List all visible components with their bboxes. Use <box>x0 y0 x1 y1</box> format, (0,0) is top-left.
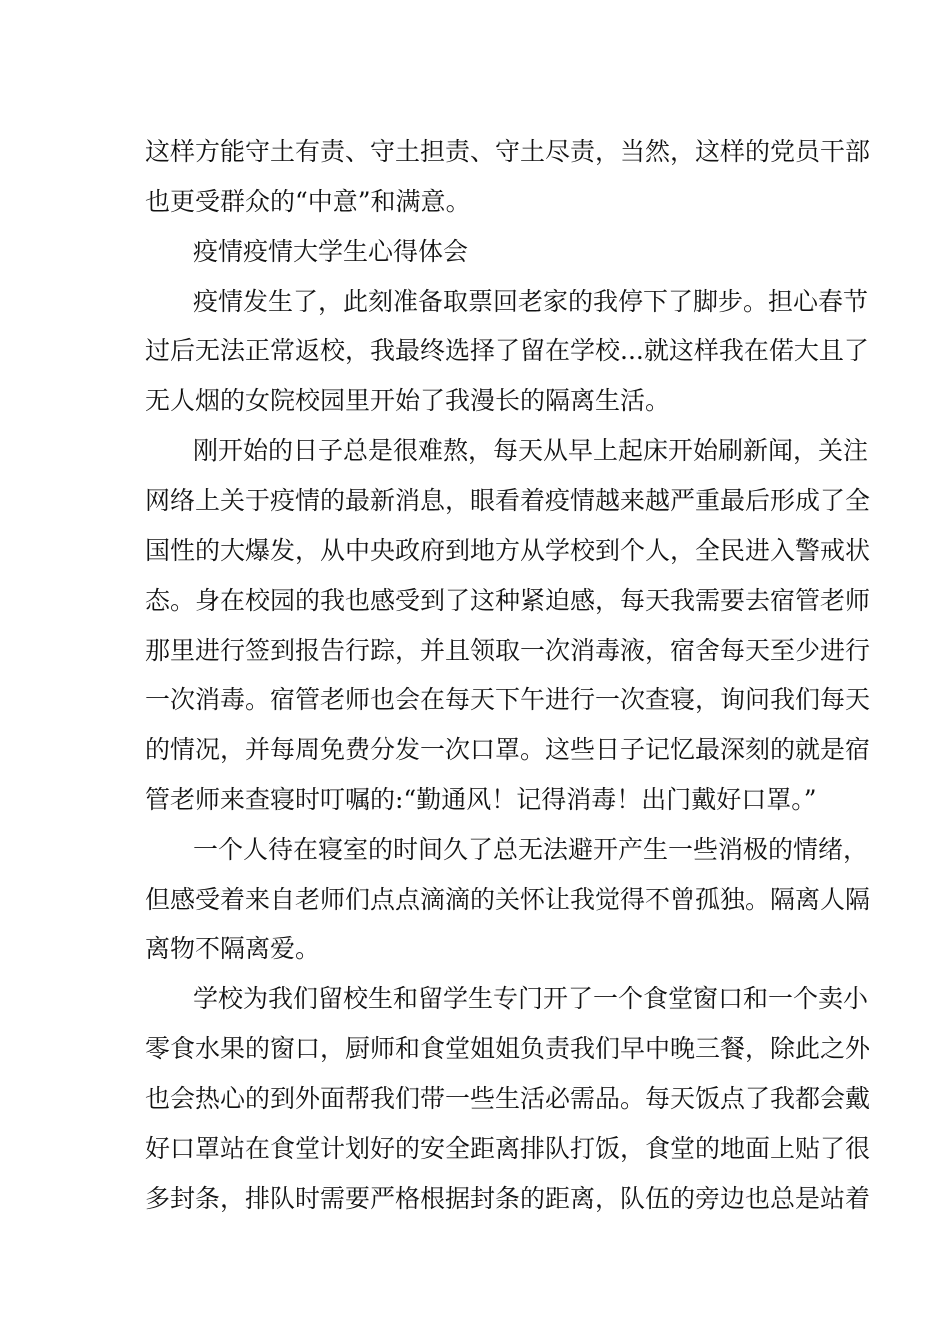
text-line: 管老师来查寝时叮嘱的:“勤通风！记得消毒！出门戴好口罩。” <box>145 785 817 814</box>
text-line: 过后无法正常返校，我最终选择了留在学校...就这样我在偌大且了 <box>145 336 869 365</box>
section-heading: 疫情疫情大学生心得体会 <box>193 237 469 266</box>
text-line: 网络上关于疫情的最新消息，眼看着疫情越来越严重最后形成了全 <box>145 486 871 515</box>
text-line: 那里进行签到报告行踪，并且领取一次消毒液，宿舍每天至少进行 <box>145 636 871 665</box>
text-line: 但感受着来自老师们点点滴滴的关怀让我觉得不曾孤独。隔离人隔 <box>145 885 871 914</box>
text-line: 无人烟的女院校园里开始了我漫长的隔离生活。 <box>145 386 671 415</box>
text-line: 的情况，并每周免费分发一次口罩。这些日子记忆最深刻的就是宿 <box>145 735 871 764</box>
text-line: 疫情发生了，此刻准备取票回老家的我停下了脚步。担心春节 <box>193 287 869 316</box>
text-line: 离物不隔离爱。 <box>145 934 321 963</box>
text-line: 零食水果的窗口，厨师和食堂姐姐负责我们早中晚三餐，除此之外 <box>145 1034 871 1063</box>
text-line: 也更受群众的“中意”和满意。 <box>145 187 471 216</box>
text-line: 国性的大爆发，从中央政府到地方从学校到个人，全民进入警戒状 <box>145 536 871 565</box>
text-line: 多封条，排队时需要严格根据封条的距离，队伍的旁边也总是站着 <box>145 1184 871 1213</box>
text-line: 学校为我们留校生和留学生专门开了一个食堂窗口和一个卖小 <box>193 984 869 1013</box>
text-line: 态。身在校园的我也感受到了这种紧迫感，每天我需要去宿管老师 <box>145 586 871 615</box>
text-line: 也会热心的到外面帮我们带一些生活必需品。每天饭点了我都会戴 <box>145 1084 871 1113</box>
text-line: 一次消毒。宿管老师也会在每天下午进行一次查寝，询问我们每天 <box>145 685 871 714</box>
text-line: 一个人待在寝室的时间久了总无法避开产生一些消极的情绪， <box>193 835 869 864</box>
text-line: 刚开始的日子总是很难熬，每天从早上起床开始刷新闻，关注 <box>193 436 869 465</box>
text-line: 好口罩站在食堂计划好的安全距离排队打饭，食堂的地面上贴了很 <box>145 1134 871 1163</box>
text-line: 这样方能守土有责、守土担责、守土尽责，当然，这样的党员干部 <box>145 137 871 166</box>
